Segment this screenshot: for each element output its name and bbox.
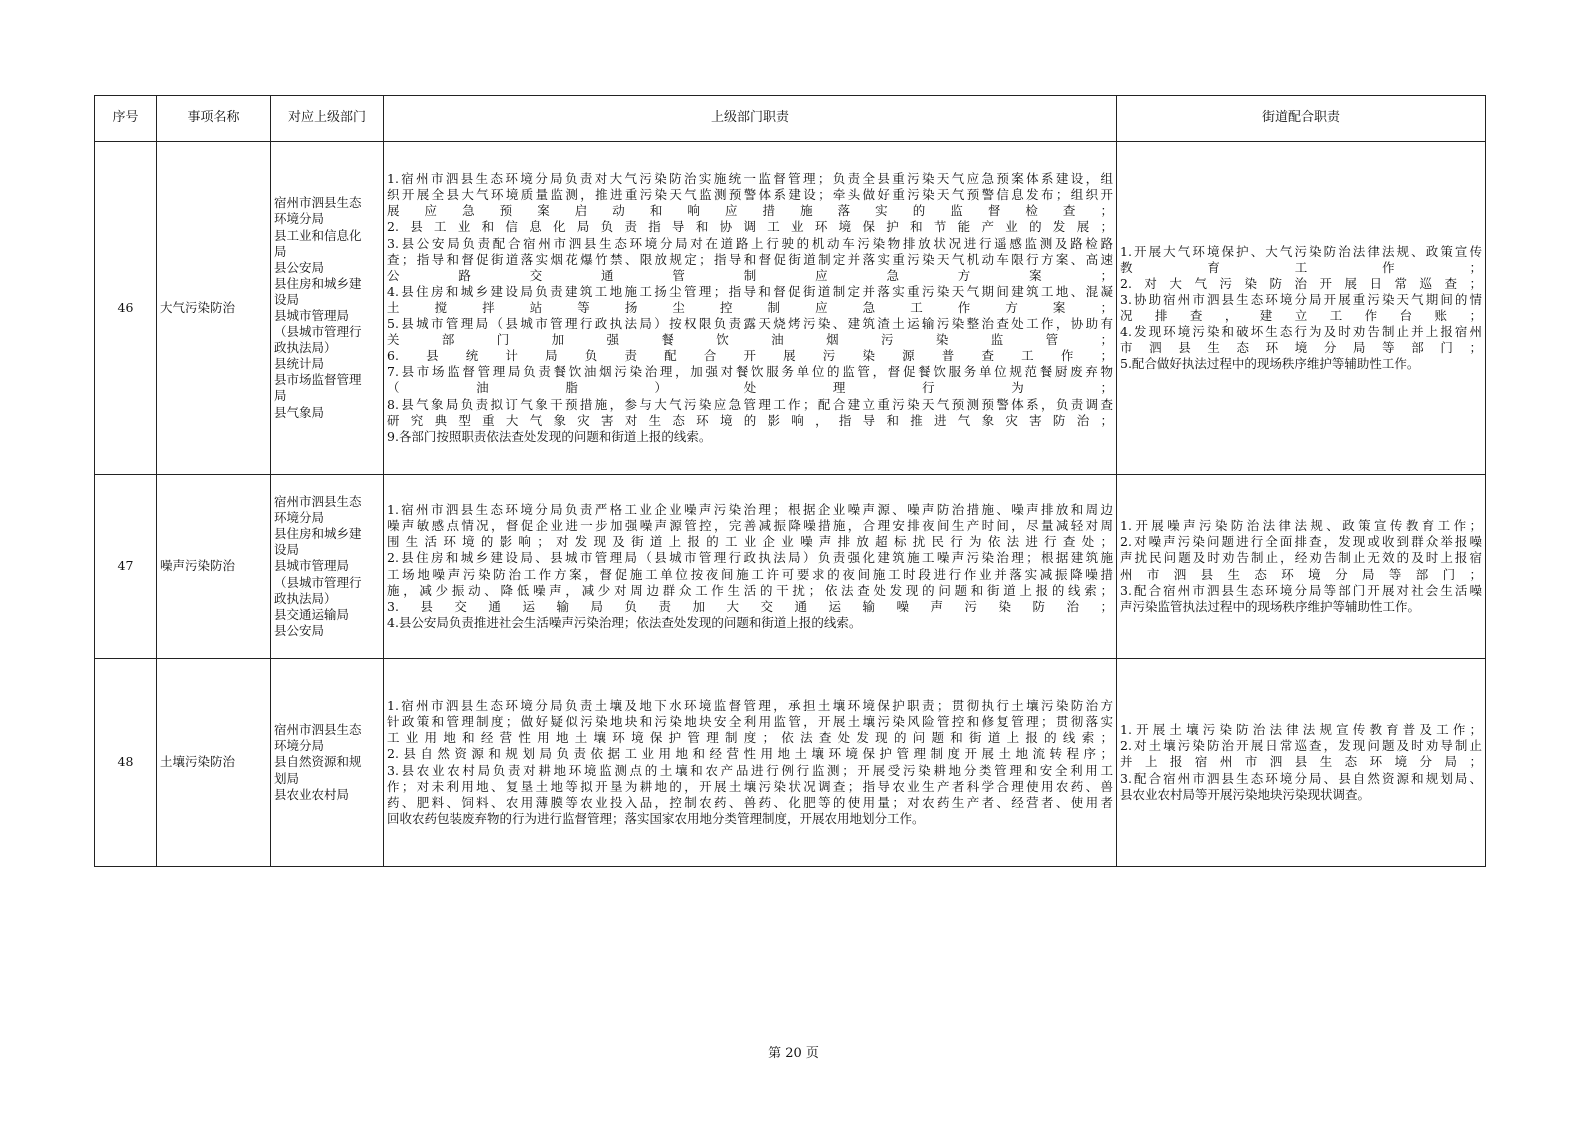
text-line: 县统计局 (274, 356, 325, 372)
text-line: 作；对未利用地、复垦土地等拟开垦为耕地的，开展土壤污染状况调查；指导农业生产者科学合理使用农药、兽 (387, 778, 1113, 794)
text-line: 1.开展大气环境保护、大气污染防治法律法规、政策宣传 (1120, 243, 1482, 259)
text-line: 县市场监督管理 (274, 372, 362, 388)
text-line: 2.对大气污染防治开展日常巡查； (1120, 275, 1482, 291)
text-line: 1.宿州市泗县生态环境分局负责对大气污染防治实施统一监督管理；负责全县重污染天气应急预案体系建设，组 (387, 171, 1113, 187)
text-line: 1.开展噪声污染防治法律法规、政策宣传教育工作； (1120, 518, 1482, 534)
row-street-duties (1117, 142, 1486, 475)
text-line: 3.配合宿州市泗县生态环境分局、县自然资源和规划局、 (1120, 770, 1482, 786)
text-line: 3.县交通运输局负责加大交通运输噪声污染防治； (387, 598, 1113, 614)
text-line: 2.县工业和信息化局负责指导和协调工业环境保护和节能产业的发展； (387, 219, 1113, 235)
text-line: 教育工作； (1120, 259, 1482, 275)
text-line: 政执法局） (274, 340, 337, 356)
text-line: 县城市管理局 (274, 308, 350, 323)
row-seq: 46 (95, 142, 157, 475)
header-seq: 序号 (95, 96, 157, 142)
text-line: 3.县公安局负责配合宿州市泗县生态环境分局对在道路上行驶的机动车污染物排放状况进行遥感监测及路检路 (387, 235, 1113, 251)
text-line: 局 (274, 388, 287, 404)
text-line: 5.县城市管理局（县城市管理行政执法局）按权限负责露天烧烤污染、建筑渣土运输污染整治查处工作，协助有 (387, 316, 1113, 332)
header-street: 街道配合职责 (1117, 96, 1486, 142)
text-line: 8.县气象局负责拟订气象干预措施，参与大气污染应急管理工作；配合建立重污染天气预测预警体系，负责调查 (387, 396, 1113, 412)
text-line: 州市泗县生态环境分局等部门； (1120, 566, 1482, 582)
text-line: 4.县公安局负责推进社会生活噪声污染治理；依法查处发现的问题和街道上报的线索。 (387, 614, 862, 630)
text-line: 7.县市场监督管理局负责餐饮油烟污染治理，加强对餐饮服务单位的监管，督促餐饮服务单位规范餐厨废弃物 (387, 364, 1113, 380)
text-line: （县城市管理行 (274, 324, 362, 340)
text-line: 查；指导和督促街道落实烟花爆竹禁、限放规定；指导和督促街道制定并落实重污染天气机动车限行方案、高速 (387, 251, 1113, 267)
text-line: 县自然资源和规 (274, 754, 362, 770)
text-line: 3.协助宿州市泗县生态环境分局开展重污染天气期间的情 (1120, 291, 1482, 307)
text-line: 县公安局 (274, 259, 325, 275)
text-line: （县城市管理行 (274, 574, 362, 590)
text-line: 县交通运输局 (274, 606, 350, 622)
text-line: 2.对土壤污染防治开展日常巡查，发现问题及时劝导制止 (1120, 738, 1482, 754)
text-line: 声污染监管执法过程中的现场秩序维护等辅助性工作。 (1120, 598, 1421, 614)
text-line: 工场地噪声污染防治工作方案，督促施工单位按夜间施工许可要求的夜间施工时段进行作业并落实减振降噪措 (387, 566, 1113, 582)
text-line: 环境分局 (274, 510, 325, 526)
text-line: （油脂）处理行为； (387, 380, 1113, 396)
header-item: 事项名称 (157, 96, 271, 142)
text-line: 县住房和城乡建 (274, 275, 362, 291)
text-line: 1.开展土壤污染防治法律法规宣传教育普及工作； (1120, 722, 1482, 738)
text-line: 针政策和管理制度；做好疑似污染地块和污染地块安全利用监管，开展土壤污染风险管控和修复管理；贯彻落实 (387, 714, 1113, 730)
text-line: 宿州市泗县生态 (274, 195, 362, 211)
text-line: 回收农药包装废弃物的行为进行监督管理；落实国家农用地分类管理制度，开展农用地划分工作。 (387, 810, 925, 826)
text-line: 工业用地和经营性用地土壤环境保护管理制度；依法查处发现的问题和街道上报的线索； (387, 730, 1113, 746)
text-line: 3.县农业农村局负责对耕地环境监测点的土壤和农产品进行例行监测；开展受污染耕地分类管理和安全利用工 (387, 762, 1113, 778)
header-dept: 对应上级部门 (271, 96, 384, 142)
text-line: 县城市管理局 (274, 558, 350, 574)
text-line: 围生活环境的影响；对发现及街道上报的工业企业噪声排放超标扰民行为依法进行查处； (387, 534, 1113, 550)
text-line: 1.宿州市泗县生态环境分局负责土壤及地下水环境监督管理，承担土壤环境保护职责；贯彻执行土壤污染防治方 (387, 698, 1113, 714)
text-line: 6.县统计局负责配合开展污染源普查工作； (387, 348, 1113, 364)
text-line: 况排查，建立工作台账； (1120, 308, 1482, 323)
text-line: 关部门加强餐饮油烟污染监管； (387, 332, 1113, 348)
table-row (95, 659, 1486, 867)
row-seq: 47 (95, 475, 157, 659)
row-departments (271, 475, 384, 659)
page-number: 第 20 页 (768, 1046, 819, 1061)
text-line: 市泗县生态环境分局等部门； (1120, 340, 1482, 356)
header-duty: 上级部门职责 (384, 96, 1117, 142)
row-street-duties (1117, 475, 1486, 659)
text-line: 药、肥料、饲料、农用薄膜等农业投入品，控制农药、兽药、化肥等的使用量；对农药生产者、经营者、使用者 (387, 794, 1113, 810)
row-item-name: 大气污染防治 (157, 142, 271, 475)
text-line: 县公安局 (274, 622, 325, 638)
text-line: 政执法局） (274, 590, 337, 606)
text-line: 设局 (274, 291, 300, 307)
row-upper-duties (384, 142, 1117, 475)
text-line: 织开展全县大气环境质量监测，推进重污染天气监测预警体系建设；牵头做好重污染天气预警信息发布；组织开 (387, 187, 1113, 203)
text-line: 研究典型重大气象灾害对生态环境的影响，指导和推进气象灾害防治； (387, 412, 1113, 428)
text-line: 环境分局 (274, 738, 325, 754)
text-line: 施，减少振动、降低噪声，减少对周边群众工作生活的干扰；依法查处发现的问题和街道上报的线索； (387, 582, 1113, 598)
text-line: 1.宿州市泗县生态环境分局负责严格工业企业噪声污染治理；根据企业噪声源、噪声防治措施、噪声排放和周边 (387, 502, 1113, 518)
text-line: 县农业农村局 (274, 786, 350, 802)
text-line: 县住房和城乡建 (274, 526, 362, 542)
text-line: 县工业和信息化 (274, 227, 362, 243)
text-line: 公路交通管制应急方案； (387, 267, 1113, 283)
text-line: 3.配合宿州市泗县生态环境分局等部门开展对社会生活噪 (1120, 582, 1482, 598)
row-upper-duties (384, 475, 1117, 659)
text-line: 设局 (274, 542, 300, 558)
text-line: 4.发现环境污染和破坏生态行为及时劝告制止并上报宿州 (1120, 324, 1482, 340)
text-line: 县气象局 (274, 404, 325, 420)
row-seq: 48 (95, 659, 157, 867)
row-item-name: 土壤污染防治 (157, 659, 271, 867)
text-line: 县农业农村局等开展污染地块污染现状调查。 (1120, 786, 1371, 802)
text-line: 局 (274, 243, 287, 259)
text-line: 并上报宿州市泗县生态环境分局； (1120, 754, 1482, 770)
text-line: 环境分局 (274, 211, 325, 227)
text-line: 宿州市泗县生态 (274, 722, 362, 738)
table-row (95, 142, 1486, 475)
text-line: 9.各部门按照职责依法查处发现的问题和街道上报的线索。 (387, 428, 712, 444)
row-upper-duties (384, 659, 1117, 867)
text-line: 展应急预案启动和响应措施落实的监督检查； (387, 203, 1113, 219)
text-line: 4.县住房和城乡建设局负责建筑工地施工扬尘管理；指导和督促街道制定并落实重污染天气期间建筑工地、混凝 (387, 283, 1113, 299)
header-row (95, 96, 1486, 142)
text-line: 噪声敏感点情况，督促企业进一步加强噪声源管控，完善减振降噪措施，合理安排夜间生产时间，尽量减轻对周 (387, 518, 1113, 534)
text-line: 宿州市泗县生态 (274, 494, 362, 510)
duty-table (94, 95, 1486, 867)
text-line: 2.县自然资源和规划局负责依据工业用地和经营性用地土壤环境保护管理制度开展土地流转程序； (387, 746, 1113, 762)
row-departments (271, 659, 384, 867)
row-street-duties (1117, 659, 1486, 867)
text-line: 划局 (274, 770, 300, 786)
text-line: 2.县住房和城乡建设局、县城市管理局（县城市管理行政执法局）负责强化建筑施工噪声污染治理；根据建筑施 (387, 550, 1113, 566)
text-line: 5.配合做好执法过程中的现场秩序维护等辅助性工作。 (1120, 356, 1420, 372)
row-item-name: 噪声污染防治 (157, 475, 271, 659)
text-line: 2.对噪声污染问题进行全面排查，发现或收到群众举报噪 (1120, 534, 1482, 550)
table-row (95, 475, 1486, 659)
text-line: 声扰民问题及时劝告制止，经劝告制止无效的及时上报宿 (1120, 550, 1482, 566)
text-line: 土搅拌站等扬尘控制应急工作方案； (387, 299, 1113, 315)
row-departments (271, 142, 384, 475)
